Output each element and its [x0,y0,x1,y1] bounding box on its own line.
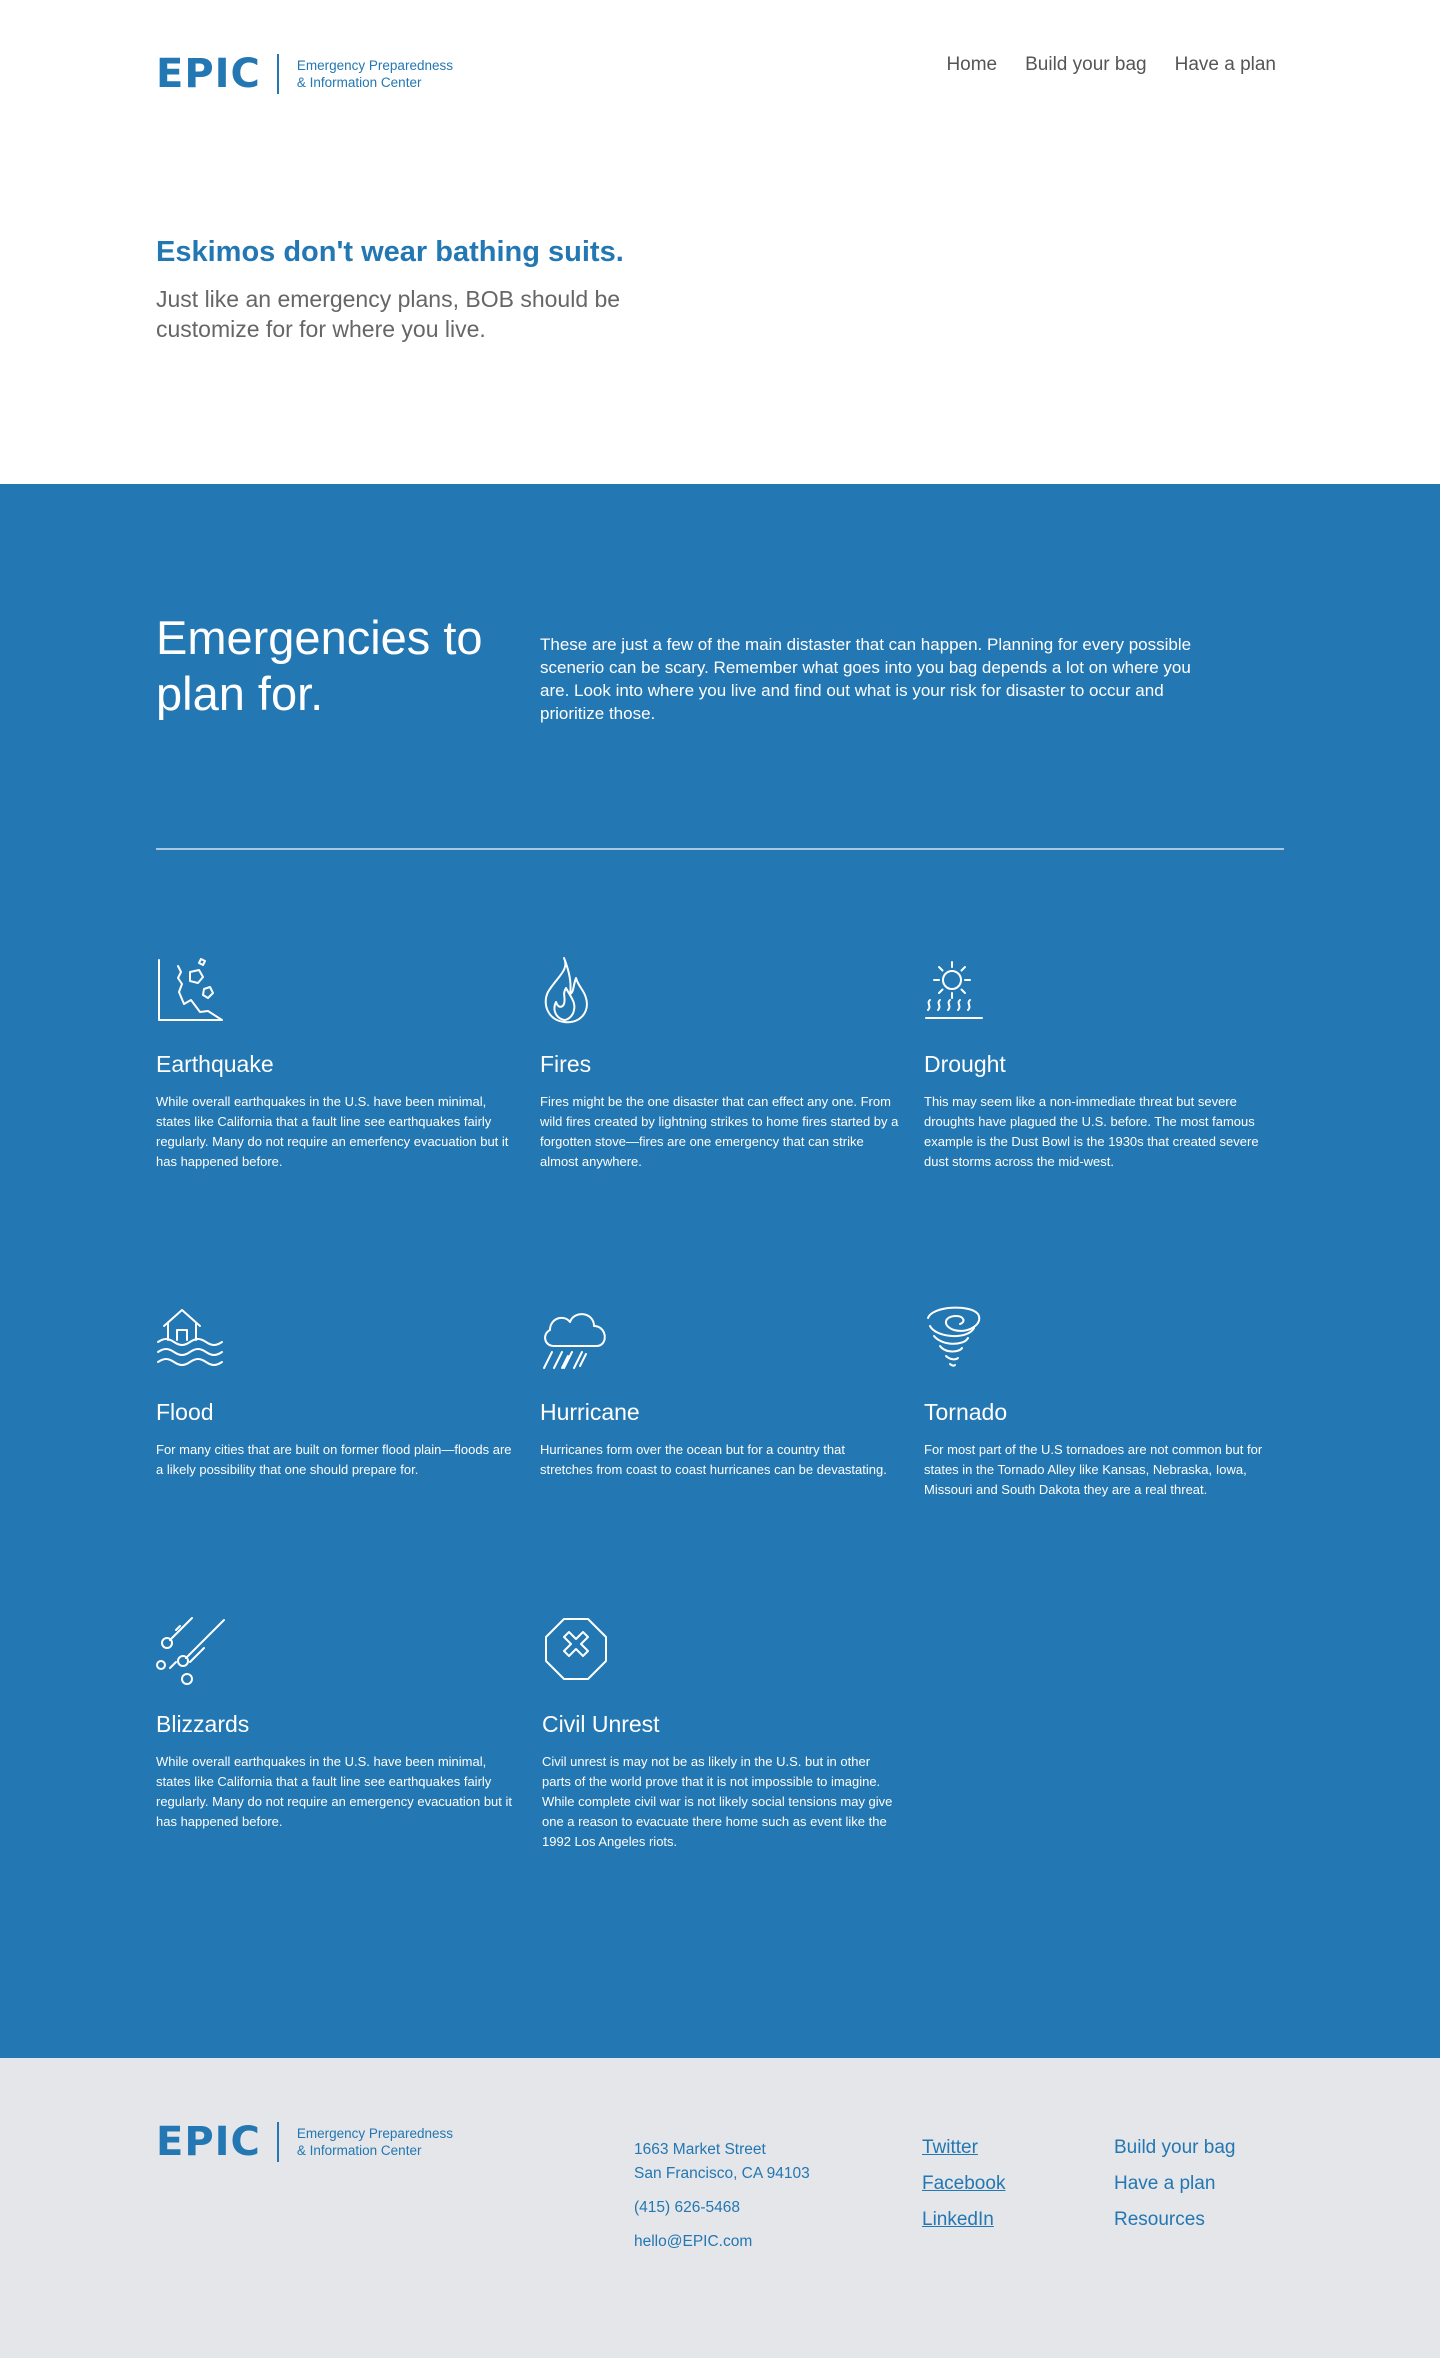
tornado-icon [924,1304,994,1374]
logo-divider [277,2122,279,2162]
emergency-card-blizzards [156,1616,516,1832]
logo-wordmark: EPIC [156,51,261,97]
phone-number: (415) 626-5468 [634,2199,740,2216]
site-footer [0,2058,1440,2358]
emergency-description: Civil unrest is may not be as likely in the U.S. but in other parts of the world prove that it is not impossible to imagine. While complete civil war is not likely social tensions may give one a reason to evacuate there home such as event like the 1992 Los Angeles riots. [542,1754,893,1849]
emergency-description: While overall earthquakes in the U.S. have been minimal, states like California that a fault line see earthquakes fairly regularly. Many do not require an emerfency evacuation but it has happened before. [156,1094,509,1169]
main-nav [946,54,1276,76]
emergency-card-tornado [924,1304,1284,1500]
emergencies-section [0,484,1440,2058]
emergency-card-hurricane [540,1304,900,1480]
fire-icon [540,956,610,1026]
emergencies-intro: These are just a few of the main distaster that can happen. Planning for every possible scenerio can be scary. Remember what goes into you bag depends a lot on where you are. Look into where you live and find out what is your risk for disaster to occur and prioritize those. [540,635,1192,723]
hero-subtitle: Just like an emergency plans, BOB should be customize for for where you live. [156,286,621,342]
emergencies-title: Emergencies to plan for. [156,611,483,720]
footer-link-have-a-plan[interactable]: Have a plan [1114,2173,1216,2194]
emergency-description: Hurricanes form over the ocean but for a country that stretches from coast to coast hurricanes can be devastating. [540,1442,887,1477]
site-header [0,0,1440,484]
logo-subtitle-line1: Emergency Preparedness [296,58,453,73]
emergency-title: Flood [156,1399,214,1425]
emergency-card-civil-unrest [542,1616,902,1852]
email-address: hello@EPIC.com [634,2233,753,2250]
logo-wordmark: EPIC [156,2119,261,2165]
postal-address [634,2138,810,2186]
nav-have-a-plan[interactable]: Have a plan [1174,54,1276,75]
header-logo[interactable] [156,52,453,96]
emergency-description: Fires might be the one disaster that can effect any one. From wild fires created by lightning strikes to home fires started by a forgotten stove—fires are one emergency that can strike almost anywhere. [540,1094,899,1169]
emergency-card-fires [540,956,900,1172]
address-city: San Francisco, CA 94103 [634,2165,810,2182]
emergency-title: Earthquake [156,1051,274,1077]
earthquake-icon [156,956,226,1026]
emergency-title: Blizzards [156,1711,250,1737]
emergency-card-earthquake [156,956,516,1172]
emergency-card-drought [924,956,1284,1172]
civil-unrest-icon [542,1616,612,1686]
emergency-description: For many cities that are built on former flood plain—floods are a likely possibility that one should prepare for. [156,1442,512,1477]
nav-home[interactable]: Home [946,54,998,75]
footer-link-resources[interactable]: Resources [1114,2209,1205,2230]
footer-link-build-your-bag[interactable]: Build your bag [1114,2137,1236,2158]
address-street: 1663 Market Street [634,2141,766,2158]
emergency-card-flood [156,1304,516,1480]
logo-subtitle [297,2125,453,2159]
contact-info [634,2138,810,2264]
drought-icon [924,956,994,1026]
emergency-title: Tornado [924,1399,1008,1425]
footer-logo[interactable] [156,2120,453,2164]
emergency-title: Fires [540,1051,592,1077]
facebook-link[interactable]: Facebook [922,2173,1006,2194]
logo-subtitle-line1: Emergency Preparedness [296,2126,453,2141]
twitter-link[interactable]: Twitter [922,2137,978,2158]
logo-subtitle-line2: & Information Center [296,2143,422,2158]
blizzard-icon [156,1616,226,1686]
hero-title: Eskimos don't wear bathing suits. [156,236,624,268]
logo-divider [277,54,279,94]
emergency-description: For most part of the U.S tornadoes are not common but for states in the Tornado Alley like Kansas, Nebraska, Iowa, Missouri and South Dakota they are a real threat. [924,1442,1263,1497]
emergency-title: Hurricane [540,1399,640,1425]
hurricane-icon [540,1304,610,1374]
logo-subtitle-line2: & Information Center [296,75,422,90]
linkedin-link[interactable]: LinkedIn [922,2209,994,2230]
emergency-description: This may seem like a non-immediate threat but severe droughts have plagued the U.S. before. The most famous example is the Dust Bowl is the 1930s that created severe dust storms across the mid-west. [924,1094,1259,1169]
section-divider [156,848,1284,850]
social-links [922,2134,1005,2233]
footer-nav [1114,2134,1235,2233]
emergency-title: Drought [924,1051,1006,1077]
emergency-title: Civil Unrest [542,1711,660,1737]
logo-subtitle [297,57,453,91]
flood-icon [156,1304,226,1374]
nav-build-your-bag[interactable]: Build your bag [1025,54,1147,75]
emergency-description: While overall earthquakes in the U.S. have been minimal, states like California that a fault line see earthquakes fairly regularly. Many do not require an emergency evacuation but it has happened before. [156,1754,513,1829]
